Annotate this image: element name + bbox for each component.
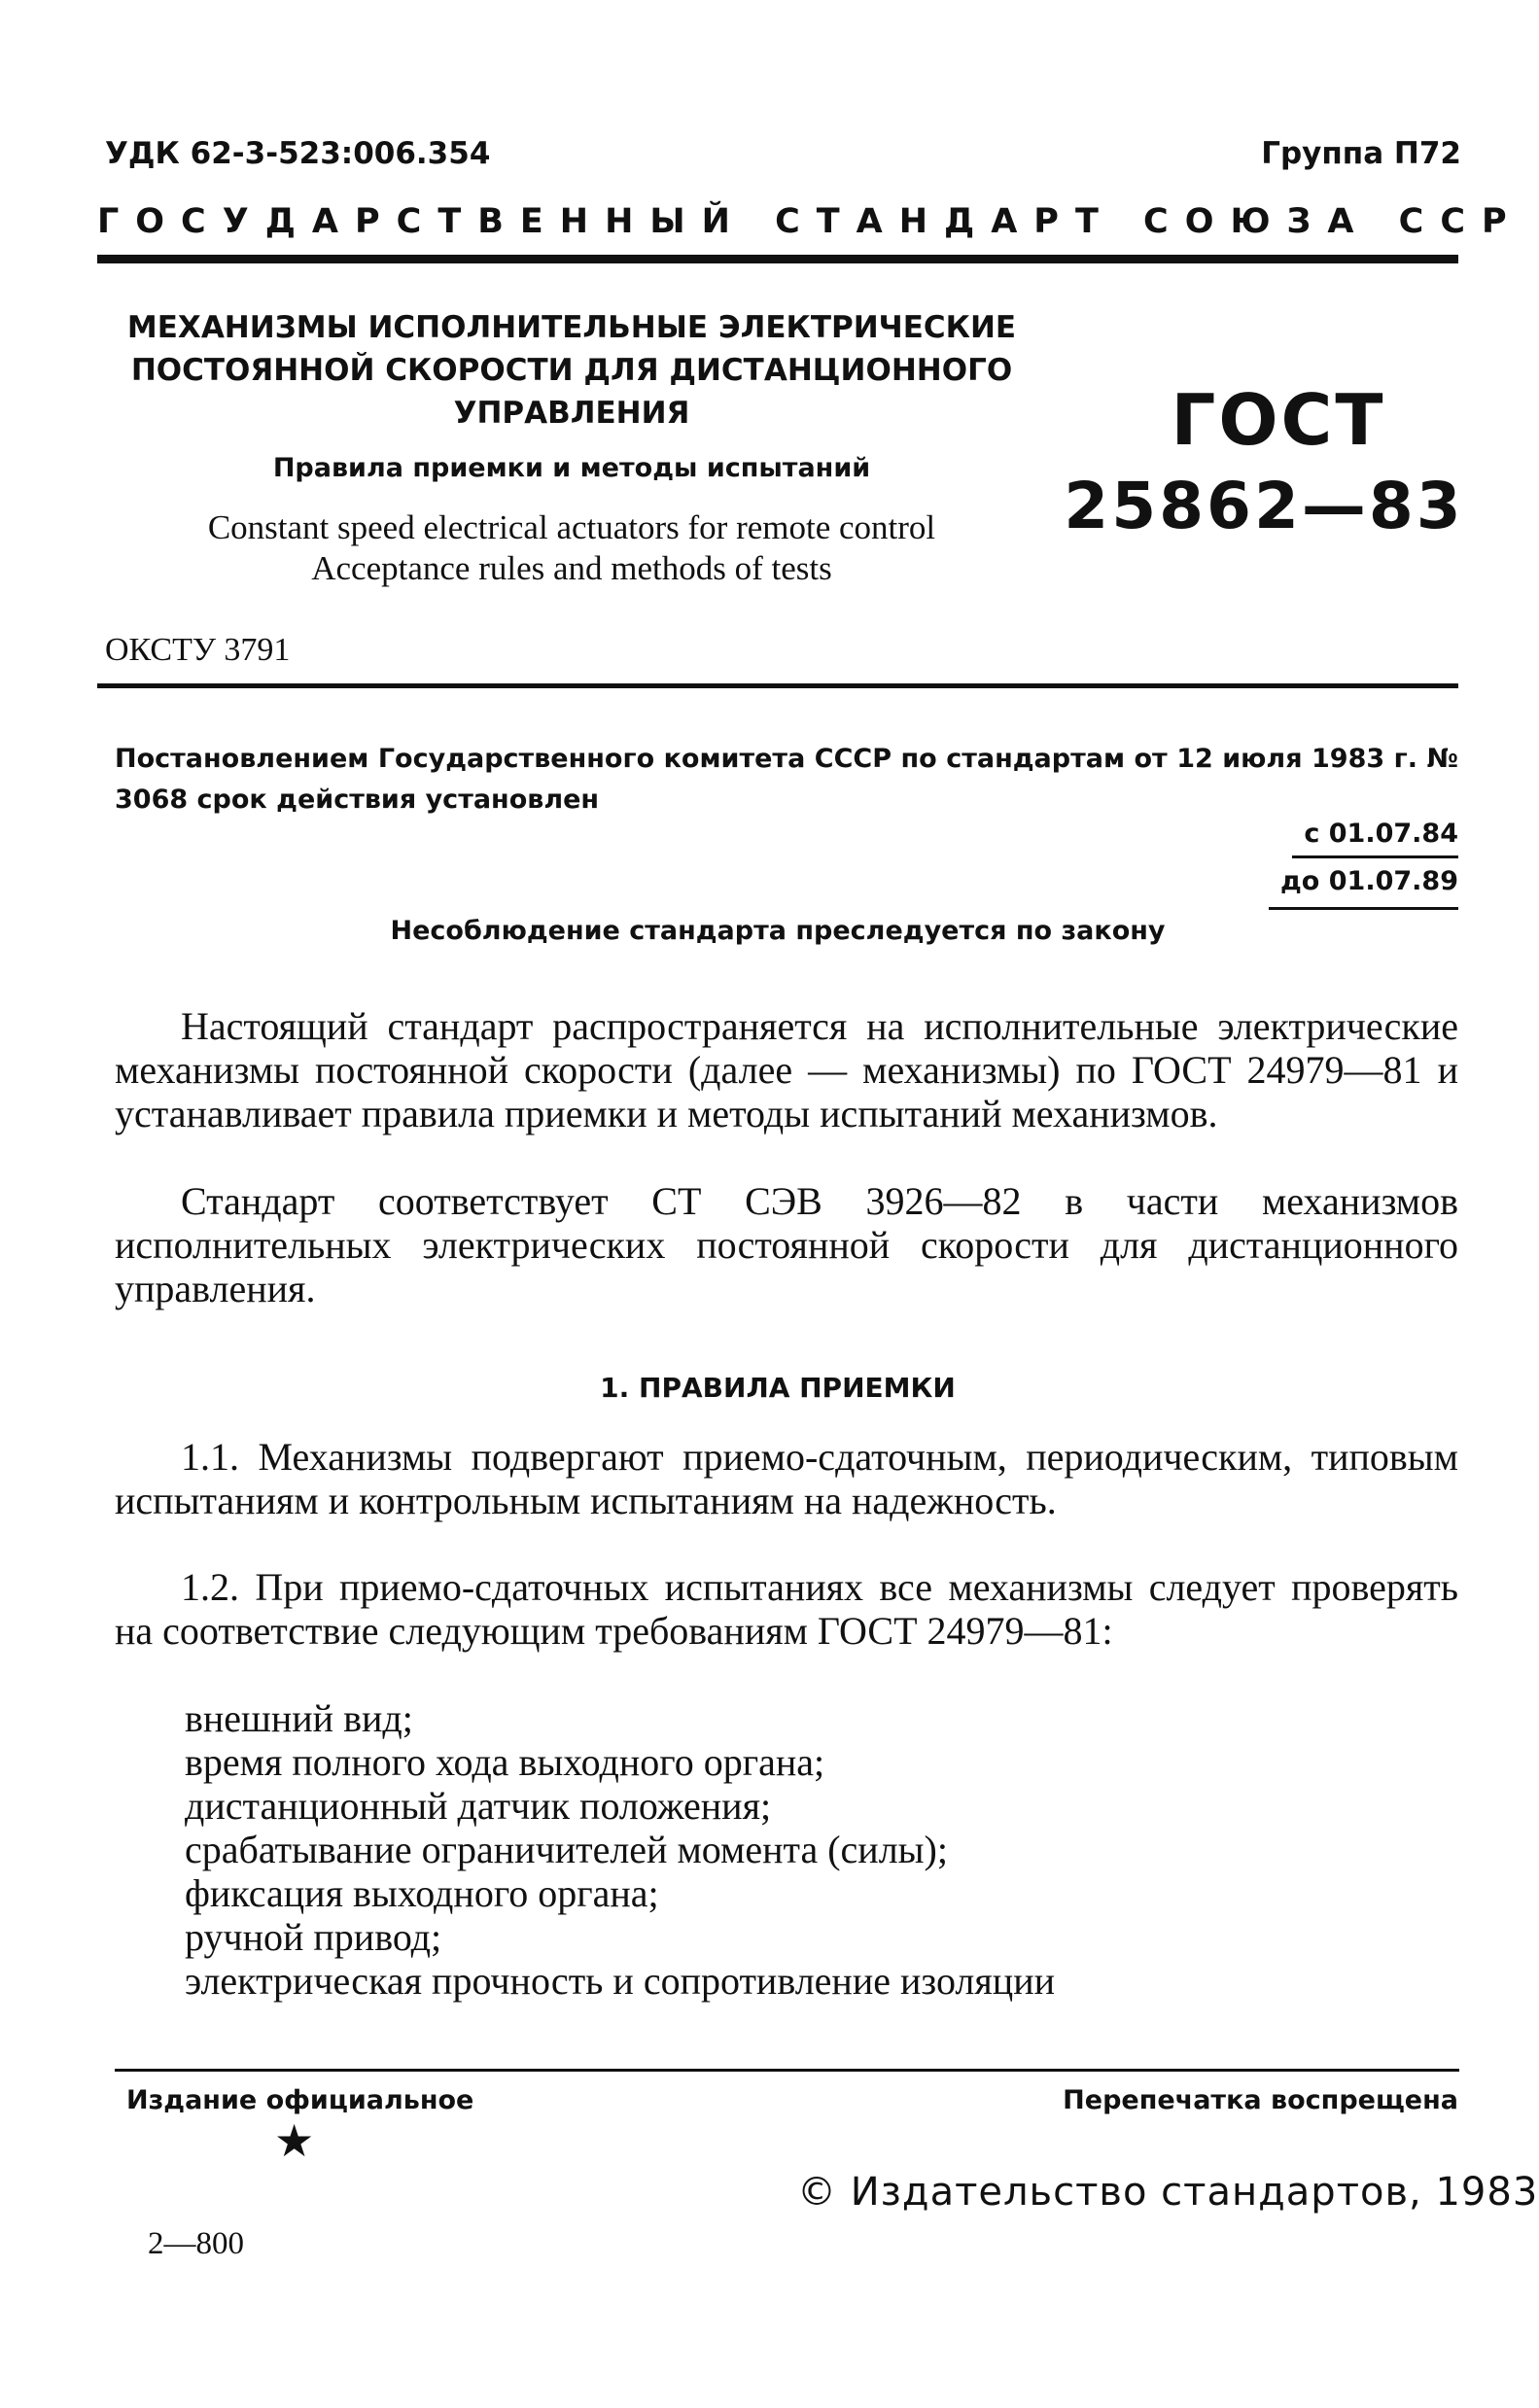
- english-title-line-2: Acceptance rules and methods of tests: [311, 549, 832, 587]
- document-subtitle: Правила приемки и методы испытаний: [272, 453, 871, 483]
- udk-code: УДК 62-3-523:006.354: [105, 136, 491, 171]
- publisher-copyright: © Издательство стандартов, 1983: [797, 2170, 1539, 2215]
- list-item: ручной привод;: [185, 1915, 442, 1959]
- section-1-title: 1. ПРАВИЛА ПРИЕМКИ: [600, 1372, 956, 1404]
- gost-label: ГОСТ: [1171, 379, 1386, 461]
- clause-1-2-text: 1.2. При приемо-сдаточных испытаниях все механизмы следует проверять на соответствие следующим требованиям ГОСТ 24979—81:: [115, 1565, 1458, 1653]
- star-icon: ★: [274, 2116, 315, 2166]
- date-to: до 01.07.89: [1269, 858, 1458, 910]
- bottom-divider: [115, 2069, 1459, 2072]
- english-title: [105, 507, 1038, 589]
- state-standard-heading: ГОСУДАРСТВЕННЫЙ СТАНДАРТ СОЮЗА ССР: [97, 202, 1523, 241]
- official-edition-label: Издание официальное: [126, 2085, 474, 2115]
- list-item: время полного хода выходного органа;: [185, 1740, 825, 1784]
- clause-1-2: [115, 1565, 1458, 1653]
- list-item: электрическая прочность и сопротивление изоляции: [185, 1959, 1055, 2003]
- group-code: Группа П72: [1261, 136, 1461, 171]
- list-item: дистанционный датчик положения;: [185, 1784, 772, 1828]
- clause-1-1: [115, 1435, 1458, 1522]
- list-item: внешний вид;: [185, 1696, 413, 1740]
- validity-dates: [1269, 815, 1458, 910]
- clause-1-1-text: 1.1. Механизмы подвергают приемо-сдаточным, периодическим, типовым испытаниям и контрольным испытаниям на надежность.: [115, 1435, 1458, 1522]
- list-item: фиксация выходного органа;: [185, 1871, 659, 1915]
- title-line-2: ПОСТОЯННОЙ СКОРОСТИ ДЛЯ ДИСТАНЦИОННОГО: [130, 353, 1013, 388]
- title-line-3: УПРАВЛЕНИЯ: [453, 396, 690, 431]
- date-from: с 01.07.84: [1292, 815, 1458, 858]
- intro-paragraph-1: [115, 1004, 1458, 1135]
- decree-text: Постановлением Государственного комитета СССР по стандартам от 12 июля 1983 г. № 3068 срок действия установлен: [115, 744, 1458, 815]
- legal-warning: Несоблюдение стандарта преследуется по закону: [390, 916, 1166, 946]
- middle-divider: [97, 683, 1458, 688]
- title-line-1: МЕХАНИЗМЫ ИСПОЛНИТЕЛЬНЫЕ ЭЛЕКТРИЧЕСКИЕ: [126, 310, 1017, 345]
- intro-paragraph-2-text: Стандарт соответствует СТ СЭВ 3926—82 в части механизмов исполнительных электрических постоянной скорости для дистанционного управления.: [115, 1179, 1458, 1310]
- gost-number: 25862—83: [1064, 469, 1464, 543]
- print-code: 2—800: [148, 2226, 244, 2261]
- okstu-code: ОКСТУ 3791: [105, 632, 291, 668]
- top-divider: [97, 255, 1458, 263]
- intro-paragraph-1-text: Настоящий стандарт распространяется на исполнительные электрические механизмы постоянной скорости (далее — механизмы) по ГОСТ 24979—81 и устанавливает правила приемки и методы испытаний механизмов.: [115, 1004, 1458, 1135]
- document-title: [105, 306, 1038, 435]
- english-title-line-1: Constant speed electrical actuators for remote control: [207, 508, 936, 546]
- intro-paragraph-2: [115, 1179, 1458, 1310]
- reprint-prohibited-label: Перепечатка воспрещена: [1063, 2085, 1458, 2115]
- list-item: срабатывание ограничителей момента (силы);: [185, 1828, 948, 1871]
